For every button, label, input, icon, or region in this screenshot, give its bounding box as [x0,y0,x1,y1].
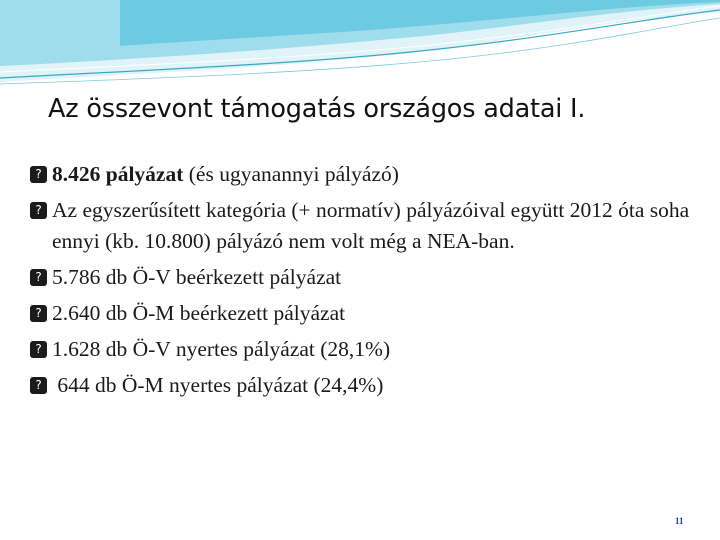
bullet-item [30,262,690,293]
bullet-icon: ? [30,166,47,183]
bullet-text: (és ugyanannyi pályázó) [183,162,399,186]
bullet-item [30,334,690,365]
bullet-list [30,159,690,406]
bullet-text: 644 db Ö-M nyertes pályázat (24,4%) [52,372,384,397]
bullet-icon: ? [30,341,47,358]
bullet-icon: ? [30,269,47,286]
bullet-text: 1.628 db Ö-V nyertes pályázat (28,1%) [52,336,391,361]
bullet-icon: ? [30,377,47,394]
bullet-item [30,159,690,190]
bullet-text: Az egyszerűsített kategória (+ normatív) pályázóival együtt 2012 óta soha ennyi (kb. 10.800) pályázó nem volt még a NEA-ban. [52,198,690,253]
bullet-item [30,195,690,256]
bullet-text: 2.640 db Ö-M beérkezett pályázat [52,300,346,325]
bullet-item [30,298,690,329]
bullet-bold-text: 8.426 pályázat [52,162,184,186]
bullet-icon: ? [30,202,47,219]
bullet-icon: ? [30,305,47,322]
bullet-item [30,370,690,401]
bullet-text: 5.786 db Ö-V beérkezett pályázat [52,264,342,289]
header-wave-decoration [0,0,720,95]
page-number: 11 [675,516,684,526]
slide-title: Az összevont támogatás országos adatai I. [48,94,586,124]
